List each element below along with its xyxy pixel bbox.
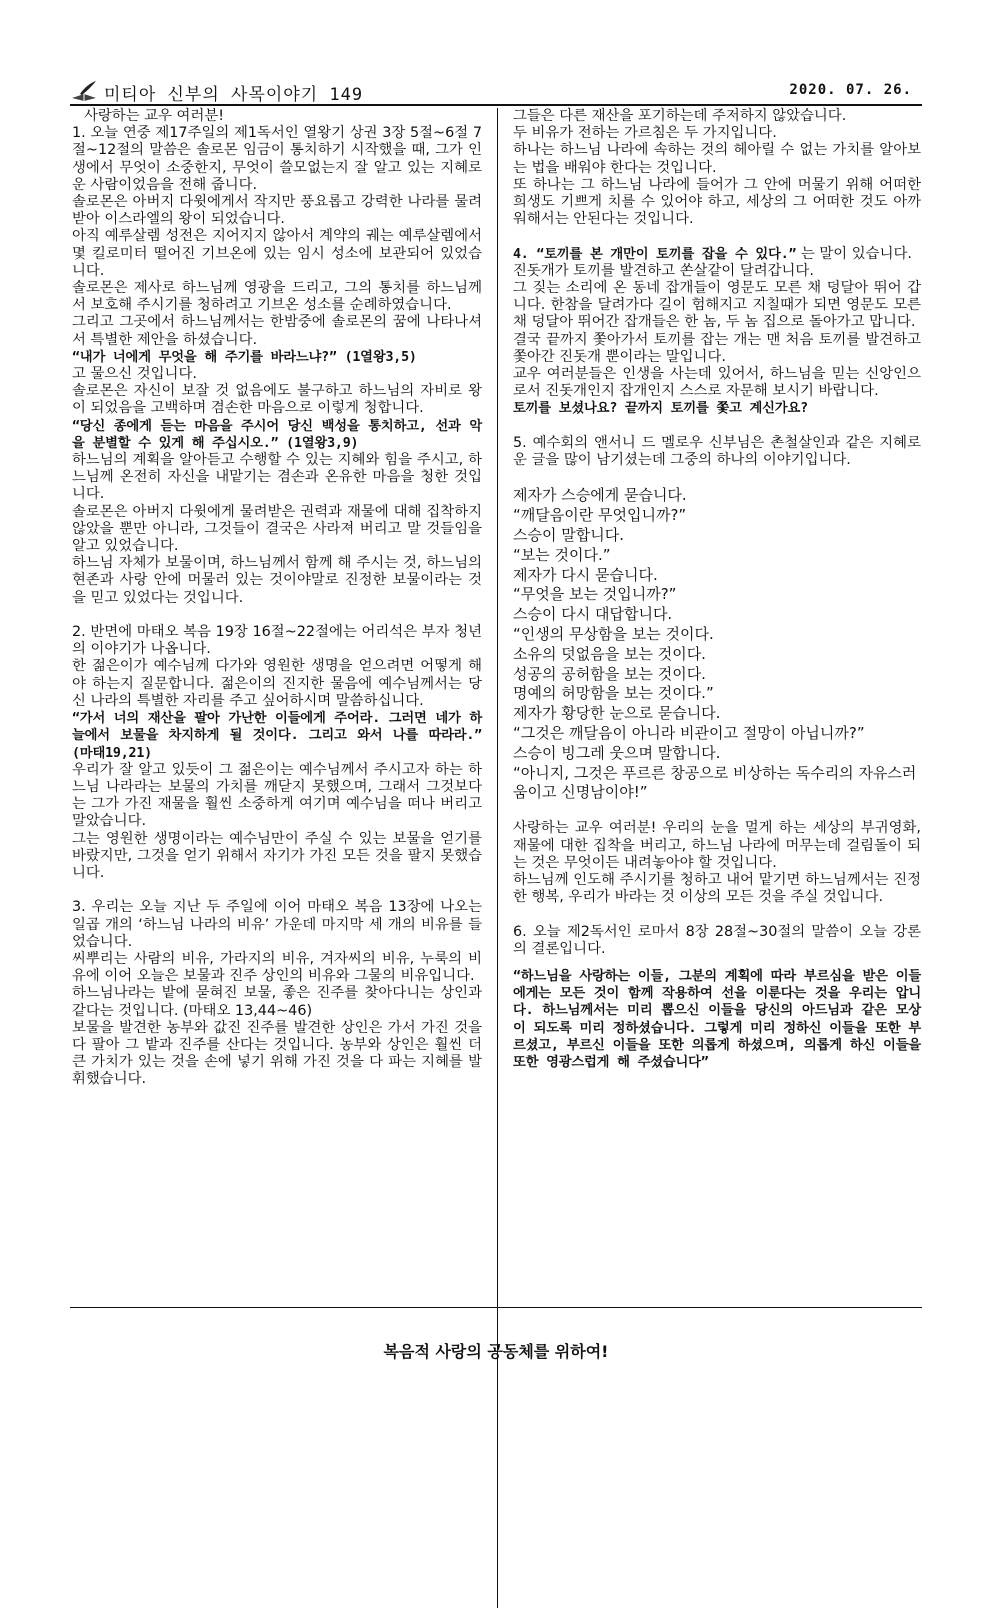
paragraph: 솔로몬은 제사로 하느님께 영광을 드리고, 그의 통치를 하느님께서 보호해 주시기를 청하려고 기브온 성소를 순례하였습니다. bbox=[72, 280, 482, 314]
paragraph: 고 물으신 것입니다. bbox=[72, 366, 197, 383]
dialogue-line: 제자가 스승에게 묻습니다. bbox=[513, 486, 687, 505]
bold-quote: 4. “토끼를 본 개만이 토끼를 잡을 수 있다.” bbox=[513, 246, 797, 262]
paragraph: 하느님의 계획을 알아듣고 수행할 수 있는 지혜와 힘을 주시고, 하느님께 온전히 자신을 내맡기는 겸손과 온유한 마음을 청한 것입니다. bbox=[72, 452, 482, 503]
footer-motto: 복음적 사랑의 공동체를 위하여! bbox=[383, 1342, 609, 1361]
paragraph-spacer bbox=[513, 228, 921, 245]
quill-book-icon bbox=[70, 80, 98, 102]
page-title: 미티아 신부의 사목이야기 149 bbox=[104, 85, 364, 105]
paragraph-spacer bbox=[513, 958, 921, 968]
paragraph: 그는 영원한 생명이라는 예수님만이 주실 수 있는 보물을 얻기를 바랐지만, 그것을 얻기 위해서 자기가 가진 모든 것을 팔지 못했습니다. bbox=[72, 830, 482, 881]
paragraph-text: 는 말이 있습니다. bbox=[796, 245, 912, 262]
dialogue-line: “무엇을 보는 것입니까?” bbox=[513, 585, 677, 604]
paragraph-spacer bbox=[72, 607, 482, 624]
bold-quote: “가서 너의 재산을 팔아 가난한 이들에게 주어라. 그러면 네가 하늘에서 보물을 차지하게 될 것이다. 그리고 와서 나를 따라라.” (마태19,21) bbox=[72, 711, 482, 761]
dialogue-line: “깨달음이란 무엇입니까?” bbox=[513, 506, 687, 525]
paragraph: 하느님 자체가 보물이며, 하느님께서 함께 해 주시는 것, 하느님의 현존과 사랑 안에 머물러 있는 것이야말로 진정한 보물이라는 것을 믿고 있었다는 것입니다. bbox=[72, 555, 482, 606]
paragraph: 5. 예수회의 앤서니 드 멜로우 신부님은 촌철살인과 같은 지혜로운 글을 많이 남기셨는데 그중의 하나의 이야기입니다. bbox=[513, 434, 921, 469]
paragraph: 솔로몬은 자신이 보잘 것 없음에도 불구하고 하느님의 자비로 왕이 되었음을 고백하며 겸손한 마음으로 이렇게 청합니다. bbox=[72, 383, 482, 417]
paragraph: 교우 여러분들은 인생을 사는데 있어서, 하느님을 믿는 신앙인으로서 진돗개인지 잡개인지 스스로 자문해 보시기 바랍니다. bbox=[513, 366, 921, 400]
issue-date: 2020. 07. 26. bbox=[789, 82, 912, 98]
paragraph: 두 비유가 전하는 가르침은 두 가지입니다. bbox=[513, 125, 777, 142]
paragraph bbox=[513, 246, 921, 263]
paragraph: 또 하나는 그 하느님 나라에 들어가 그 안에 머물기 위해 어떠한 희생도 기쁘게 치를 수 있어야 하고, 세상의 그 어떠한 것도 아까워해서는 안된다는 것입니다. bbox=[513, 176, 921, 228]
paragraph: 그 짖는 소리에 온 동네 잡개들이 영문도 모른 채 덩달아 뛰어 갑니다. 한참을 달려가다 길이 험해지고 지칠때가 되면 영문도 모른채 덩달아 뛰어간 잡개들은 한 놈, 두 놈 집으로 돌아가고 맙니다. bbox=[513, 280, 921, 331]
dialogue-line: 스승이 말합니다. bbox=[513, 526, 624, 545]
dialogue-line: 제자가 다시 묻습니다. bbox=[513, 565, 658, 584]
paragraph: 3. 우리는 오늘 지난 두 주일에 이어 마태오 복음 13장에 나오는 일곱 개의 ‘하느님 나라의 비유’ 가운데 마지막 세 개의 비유를 들었습니다. bbox=[72, 899, 482, 950]
paragraph: 그리고 그곳에서 하느님께서는 한밤중에 솔로몬의 꿈에 나타나셔서 특별한 제안을 하셨습니다. bbox=[72, 314, 482, 348]
left-column bbox=[72, 108, 482, 1089]
paragraph-spacer bbox=[72, 882, 482, 899]
paragraph: 보물을 발견한 농부와 값진 진주를 발견한 상인은 가서 가진 것을 다 팔아 그 밭과 진주를 산다는 것입니다. 농부와 상인은 훨씬 더 큰 가치가 있는 것을 손에 넣기 위해 가진 것을 다 파는 지혜를 발휘했습니다. bbox=[72, 1019, 482, 1088]
paragraph-spacer bbox=[513, 803, 921, 820]
paragraph-spacer bbox=[513, 906, 921, 923]
paragraph: 1. 오늘 연중 제17주일의 제1독서인 열왕기 상권 3장 5절~6절 7절~12절의 말씀은 솔로몬 임금이 통치하기 시작했을 때, 그가 인생에서 무엇이 소중한지, 무엇이 쓸모없는지 잘 알고 있는 지혜로운 사람이었음을 전해 줍니다. bbox=[72, 125, 482, 193]
paragraph: 솔로몬은 아버지 다윗에게 물려받은 권력과 재물에 대해 집착하지 않았을 뿐만 아니라, 그것들이 결국은 사라져 버리고 말 것들임을 알고 있었습니다. bbox=[72, 503, 482, 555]
header-rule bbox=[70, 104, 922, 106]
paragraph: 6. 오늘 제2독서인 로마서 8장 28절~30절의 말씀이 오늘 강론의 결론입니다. bbox=[513, 923, 921, 957]
bold-quote: “하느님을 사랑하는 이들, 그분의 계획에 따라 부르심을 받은 이들에게는 모든 것이 함께 작용하여 선을 이룬다는 것을 우리는 압니다. 하느님께서는 미리 뽑으신 이들을 당신의 아드님과 같은 모상이 되도록 미리 정하셨습니다. 그렇게 미리 정하신 이들을 또한 부르셨고, 부르신 이들을 또한 의롭게 하셨으며, 의롭게 하신 이들을 또한 영광스럽게 해 주셨습니다” bbox=[513, 968, 921, 1070]
paragraph: 우리가 잘 알고 있듯이 그 젊은이는 예수님께서 주시고자 하는 하느님 나라라는 보물의 가치를 깨닫지 못했으며, 그래서 그것보다는 그가 가진 재물을 훨씬 소중하게 여기며 예수님을 떠나 버리고 말았습니다. bbox=[72, 761, 482, 830]
page-header bbox=[70, 78, 922, 106]
paragraph-spacer bbox=[513, 418, 921, 435]
paragraph: 진돗개가 토끼를 발견하고 쏜살같이 달려갑니다. bbox=[513, 262, 814, 279]
dialogue-block bbox=[513, 486, 921, 803]
paragraph: 씨뿌리는 사람의 비유, 가라지의 비유, 겨자씨의 비유, 누룩의 비유에 이어 오늘은 보물과 진주 상인의 비유와 그물의 비유입니다. bbox=[72, 950, 482, 985]
paragraph-spacer bbox=[513, 469, 921, 486]
dialogue-line: “보는 것이다.” bbox=[513, 545, 611, 564]
dialogue-line: 스승이 다시 대답합니다. bbox=[513, 605, 673, 624]
dialogue-line: “그것은 깨달음이 아니라 비관이고 절망이 아닙니까?” bbox=[513, 723, 865, 742]
column-divider bbox=[497, 108, 498, 1608]
dialogue-line: “인생의 무상함을 보는 것이다. bbox=[513, 625, 714, 643]
dialogue-line: 스승이 빙그레 웃으며 말합니다. bbox=[513, 743, 721, 762]
bold-quote: 토끼를 보셨나요? 끝까지 토끼를 쫓고 계신가요? bbox=[513, 401, 808, 417]
paragraph: 그들은 다른 재산을 포기하는데 주저하지 않았습니다. bbox=[513, 108, 847, 124]
paragraph: 하나는 하느님 나라에 속하는 것의 헤아릴 수 없는 가치를 알아보는 법을 배워야 한다는 것입니다. bbox=[513, 142, 921, 176]
paragraph: 사랑하는 교우 여러분! 우리의 눈을 멀게 하는 세상의 부귀영화, 재물에 대한 집착을 버리고, 하느님 나라에 머무는데 걸림돌이 되는 것은 무엇이든 내려놓아야 할 것입니다. bbox=[513, 820, 921, 871]
dialogue-line: 제자가 황당한 눈으로 묻습니다. bbox=[513, 704, 721, 723]
paragraph: 결국 끝까지 쫓아가서 토끼를 잡는 개는 맨 처음 토끼를 발견하고 쫓아간 진돗개 뿐이라는 말입니다. bbox=[513, 331, 921, 365]
dialogue-line: 명예의 허망함을 보는 것이다.” bbox=[513, 684, 714, 703]
paragraph: 하느님나라는 밭에 묻혀진 보물, 좋은 진주를 찾아다니는 상인과 같다는 것입니다. (마태오 13,44~46) bbox=[72, 985, 482, 1019]
dialogue-line: “아니지, 그것은 푸르른 창공으로 비상하는 독수리의 자유스러움이고 신명남이야!” bbox=[513, 763, 917, 802]
footer-rule bbox=[70, 1307, 922, 1308]
dialogue-line: 소유의 덧없음을 보는 것이다. bbox=[513, 644, 706, 663]
paragraph: 솔로몬은 아버지 다윗에게서 작지만 풍요롭고 강력한 나라를 물려받아 이스라엘의 왕이 되었습니다. bbox=[72, 194, 482, 228]
right-column bbox=[513, 108, 921, 1071]
paragraph: 하느님께 인도해 주시기를 청하고 내어 맡기면 하느님께서는 진정한 행복, 우리가 바라는 것 이상의 모든 것을 주실 것입니다. bbox=[513, 871, 921, 906]
bold-quote: “내가 너에게 무엇을 해 주기를 바라느냐?” (1열왕3,5) bbox=[72, 349, 417, 365]
paragraph: 한 젊은이가 예수님께 다가와 영원한 생명을 얻으려면 어떻게 해야 하는지 질문합니다. 젊은이의 진지한 물음에 예수님께서는 당신 나라의 특별한 자리를 주고 싶어하시며 말씀하십니다. bbox=[72, 658, 482, 709]
dialogue-line: 성공의 공허함을 보는 것이다. bbox=[513, 664, 706, 683]
paragraph: 사랑하는 교우 여러분! bbox=[84, 108, 225, 124]
paragraph: 아직 예루살렘 성전은 지어지지 않아서 계약의 궤는 예루살렘에서 몇 킬로미터 떨어진 기브온에 있는 임시 성소에 보관되어 있었습니다. bbox=[72, 228, 482, 279]
bold-quote: “당신 종에게 듣는 마음을 주시어 당신 백성을 통치하고, 선과 악을 분별할 수 있게 해 주십시오.” (1열왕3,9) bbox=[72, 418, 482, 451]
paragraph: 2. 반면에 마태오 복음 19장 16절~22절에는 어리석은 부자 청년의 이야기가 나옵니다. bbox=[72, 624, 482, 658]
